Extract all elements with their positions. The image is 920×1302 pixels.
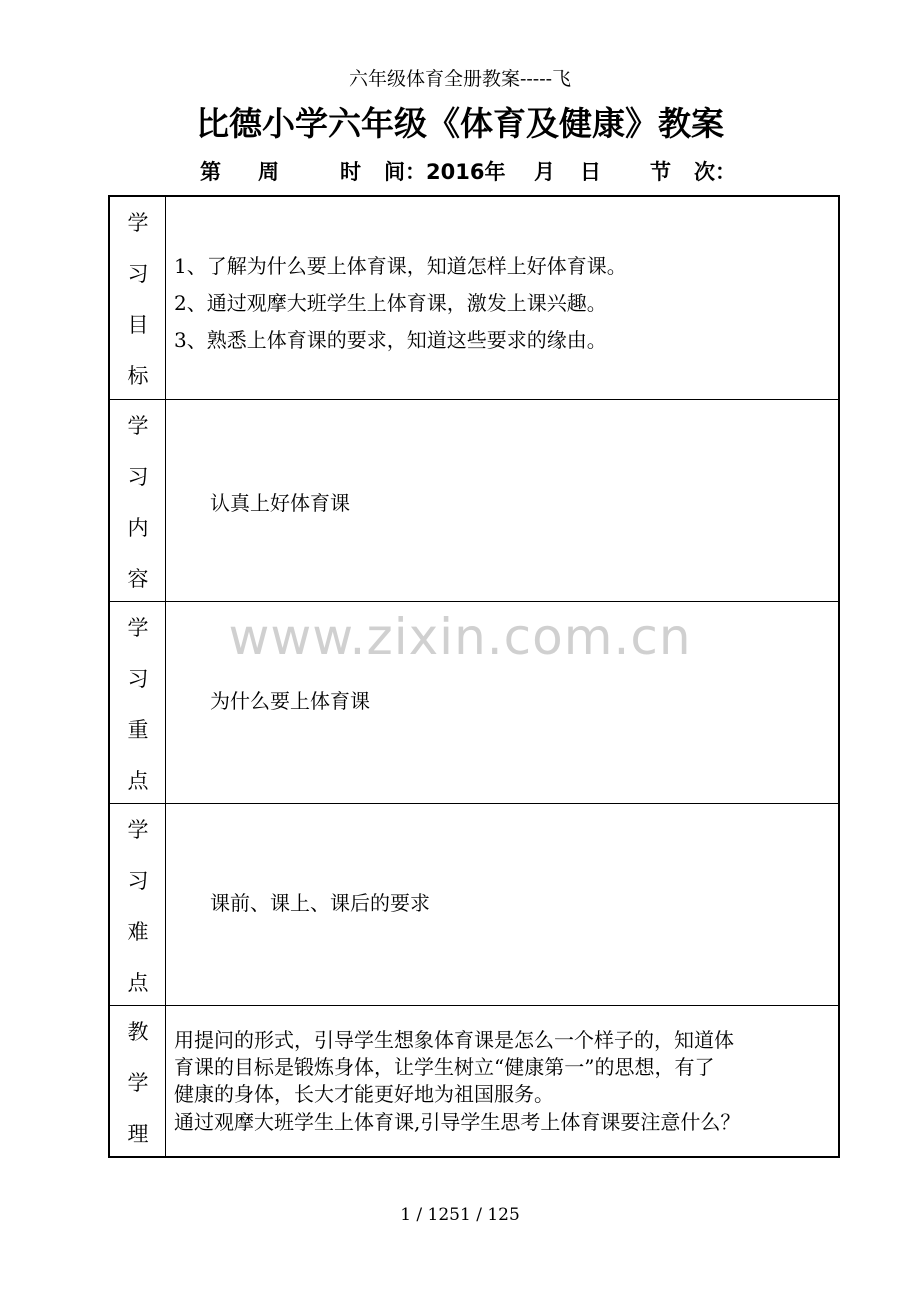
- row-label-objectives: [110, 197, 166, 399]
- label-char: 难: [127, 920, 149, 944]
- key-point-text: 为什么要上体育课: [210, 689, 370, 713]
- time-label-a: 时: [340, 160, 361, 184]
- rationale-line: 育课的目标是锻炼身体，让学生树立“健康第一”的思想，有了: [174, 1055, 715, 1079]
- table-row-key-points: [110, 602, 838, 804]
- label-char: 习: [127, 667, 149, 691]
- row-label-difficulties: [110, 804, 166, 1005]
- page-number: 1 / 1251 / 125: [400, 1205, 520, 1225]
- row-content-objectives: [166, 197, 838, 399]
- content-text: 认真上好体育课: [210, 491, 350, 515]
- objective-line: 2、通过观摩大班学生上体育课，激发上课兴趣。: [174, 291, 607, 315]
- objective-line: 3、熟悉上体育课的要求，知道这些要求的缘由。: [174, 328, 607, 352]
- watermark: www.zixin.com.cn: [228, 608, 692, 666]
- label-char: 习: [127, 262, 149, 286]
- table-row-difficulties: [110, 804, 838, 1006]
- label-char: 点: [127, 769, 149, 793]
- label-char: 内: [127, 516, 149, 540]
- week-suffix: 周: [258, 160, 279, 184]
- label-char: 学: [127, 414, 149, 438]
- label-char: 学: [127, 1071, 149, 1095]
- week-label: 第: [200, 160, 221, 184]
- table-row-rationale: [110, 1006, 838, 1156]
- row-label-content: [110, 400, 166, 601]
- table-row-content: [110, 400, 838, 602]
- document-title: 比德小学六年级《体育及健康》教案: [196, 104, 724, 143]
- row-content-rationale: [166, 1006, 838, 1156]
- rationale-line: 健康的身体，长大才能更好地为祖国服务。: [174, 1082, 554, 1106]
- objective-line: 1、了解为什么要上体育课，知道怎样上好体育课。: [174, 254, 627, 278]
- month-label: 月: [534, 160, 555, 184]
- row-label-key-points: [110, 602, 166, 803]
- table-row-objectives: [110, 197, 838, 400]
- row-label-rationale: [110, 1006, 166, 1156]
- label-char: 学: [127, 211, 149, 235]
- difficulty-text: 课前、课上、课后的要求: [210, 891, 430, 915]
- running-header: 六年级体育全册教案-----飞: [348, 68, 572, 90]
- label-char: 学: [127, 616, 149, 640]
- rationale-line: 用提问的形式，引导学生想象体育课是怎么一个样子的，知道体: [174, 1028, 734, 1052]
- day-label: 日: [580, 160, 601, 184]
- row-content-key-points: [166, 602, 838, 803]
- period-label-b: 次：: [694, 160, 736, 184]
- label-char: 习: [127, 869, 149, 893]
- label-char: 学: [127, 818, 149, 842]
- row-content-content: [166, 400, 838, 601]
- row-content-difficulties: [166, 804, 838, 1005]
- label-char: 点: [127, 971, 149, 995]
- label-char: 教: [127, 1020, 149, 1044]
- time-label-b: 间：2016年: [384, 160, 506, 184]
- label-char: 容: [127, 567, 149, 591]
- label-char: 目: [127, 313, 149, 337]
- label-char: 习: [127, 465, 149, 489]
- label-char: 标: [127, 364, 149, 388]
- label-char: 重: [127, 718, 149, 742]
- period-label-a: 节: [650, 160, 671, 184]
- label-char: 理: [127, 1122, 149, 1146]
- rationale-line: 通过观摩大班学生上体育课,引导学生思考上体育课要注意什么？: [174, 1110, 741, 1134]
- lesson-plan-table: [108, 195, 840, 1158]
- lesson-meta-line: [200, 156, 736, 186]
